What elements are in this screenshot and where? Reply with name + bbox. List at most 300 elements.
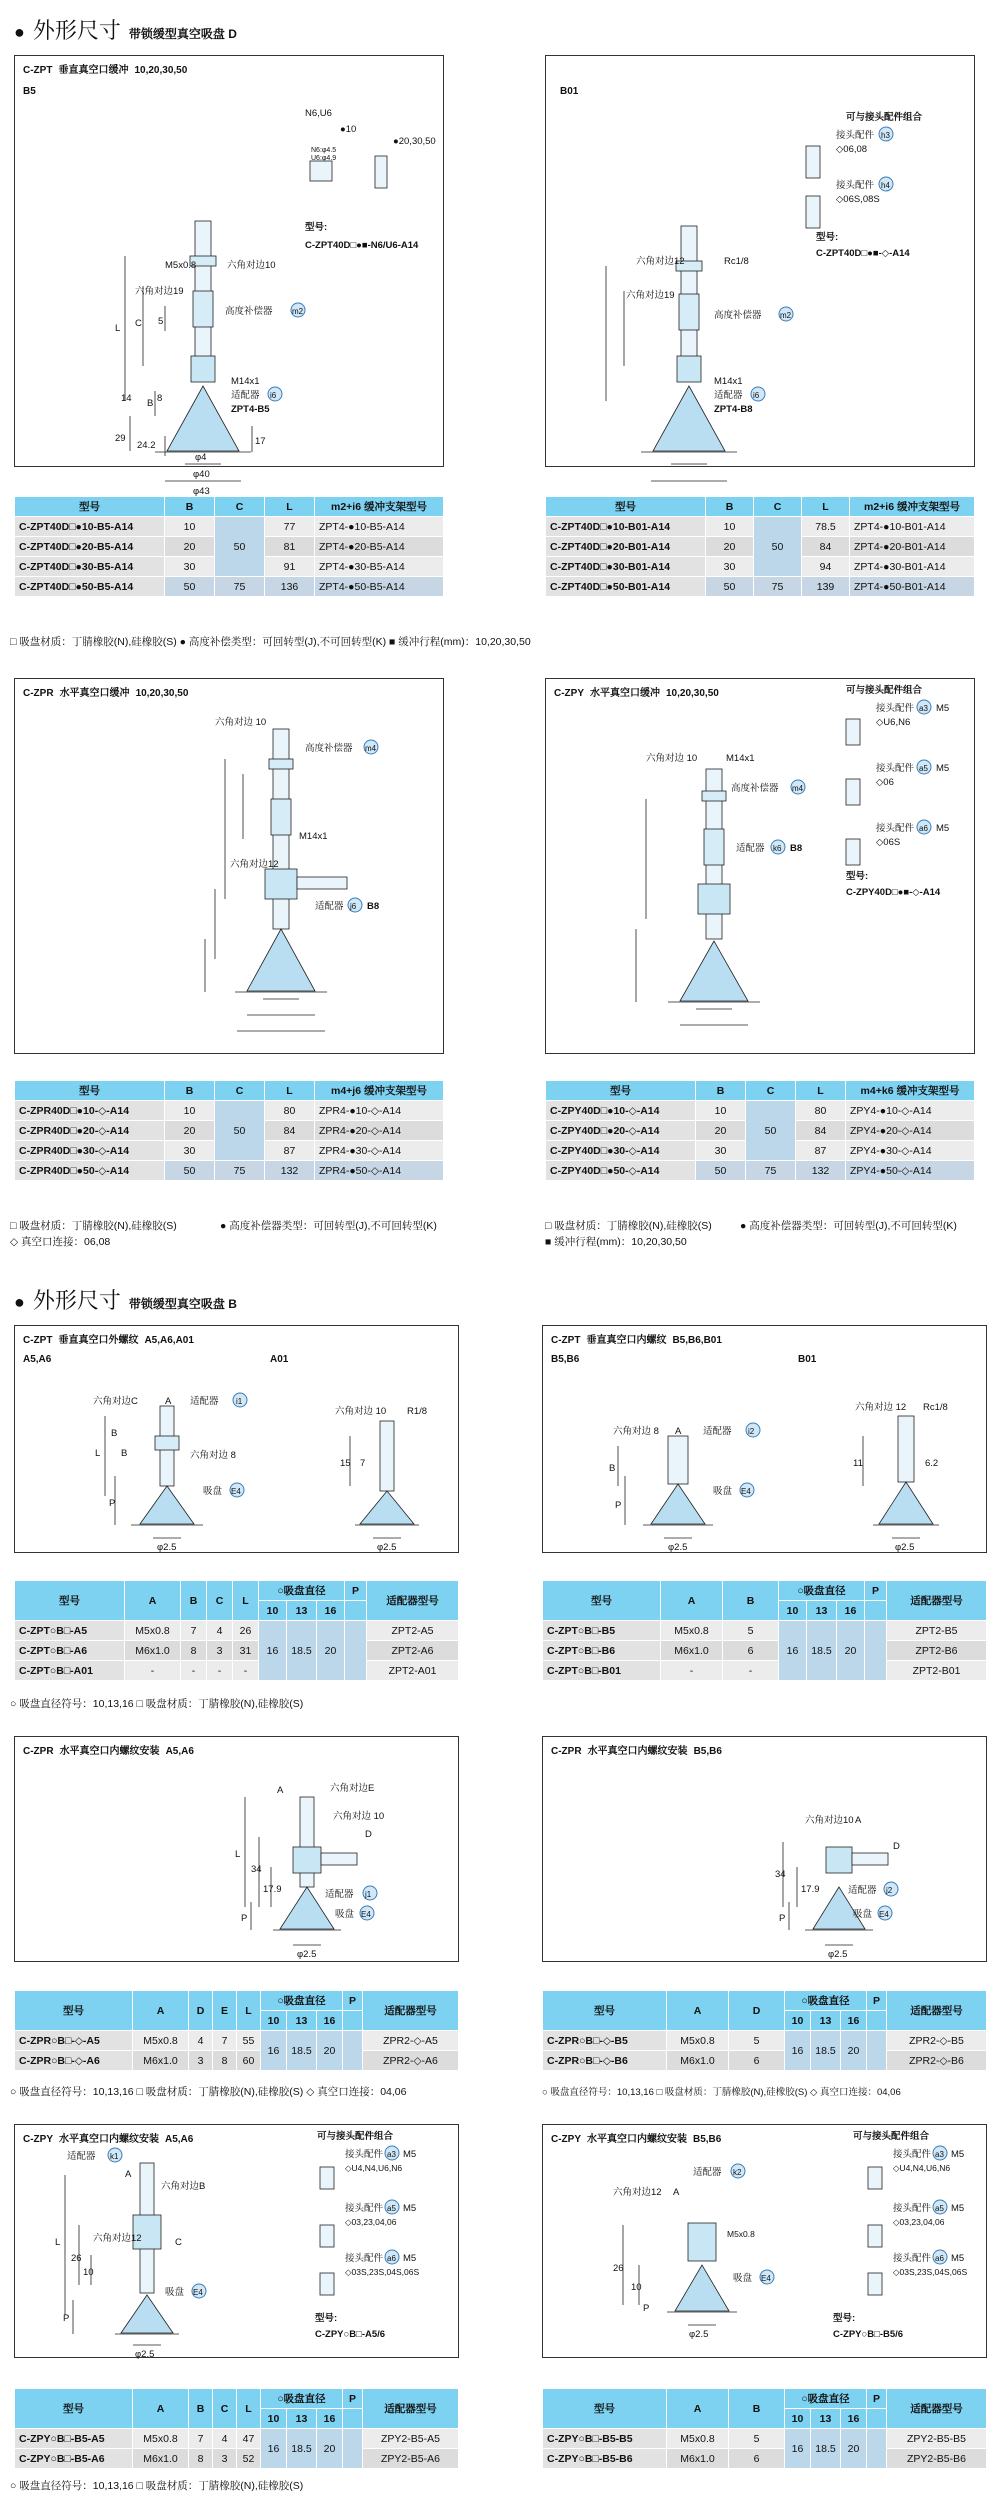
col-header: A xyxy=(133,1991,189,2031)
adapter-code: ZPT4-B5 xyxy=(231,404,270,415)
col-header: 13 xyxy=(287,2409,317,2429)
table-cell: 81 xyxy=(265,537,315,557)
fitting2-badge: a5 xyxy=(387,2204,396,2213)
table-cell: 20 xyxy=(317,2031,343,2071)
table-cell: 55 xyxy=(237,2031,261,2051)
col-header: P xyxy=(343,1991,363,2011)
table-cell: ZPT2-A6 xyxy=(367,1641,459,1661)
table-cell: 6 xyxy=(729,2449,785,2469)
model-cell: C-ZPT40D□●30-B01-A14 xyxy=(546,557,706,577)
fitting1-sizes: ◇U4,N4,U6,N6 xyxy=(345,2163,403,2173)
table-cell: 80 xyxy=(796,1101,846,1121)
model-cell: C-ZPY40D□●20-◇-A14 xyxy=(546,1121,696,1141)
table-cell: 20 xyxy=(165,537,215,557)
table-cell: 6 xyxy=(729,2051,785,2071)
model-code: C-ZPY○B□-B5/6 xyxy=(833,2329,904,2340)
badge-m2: m2 xyxy=(292,307,304,316)
fitting1-label: 接头配件 xyxy=(345,2149,384,2160)
table-cell: 47 xyxy=(237,2429,261,2449)
col-header: B xyxy=(696,1081,746,1101)
col-header: P xyxy=(865,1581,887,1601)
table-cell: 5 xyxy=(723,1621,779,1641)
fitting3-label: 接头配件 xyxy=(345,2253,384,2264)
table-cell: 16 xyxy=(261,2429,287,2469)
col-header: A xyxy=(661,1581,723,1621)
dimension-drawing xyxy=(543,1326,988,1554)
col-header: L xyxy=(237,2389,261,2429)
table-cell: M6x1.0 xyxy=(667,2051,729,2071)
fitting3-label: 接头配件 xyxy=(893,2253,932,2264)
dim-C: C xyxy=(135,318,142,329)
table-cell: 4 xyxy=(207,1621,233,1641)
dim-29: 29 xyxy=(115,433,126,444)
table-cell: ZPR4-●30-◇-A14 xyxy=(315,1141,444,1161)
panel-header: C-ZPY 水平真空口内螺纹安装 B5,B6 xyxy=(551,2134,722,2145)
badge-m4: m4 xyxy=(365,744,377,753)
table-cell: 52 xyxy=(237,2449,261,2469)
table-cell xyxy=(345,1621,367,1681)
dim-d25: φ2.5 xyxy=(828,1949,848,1960)
fitting1-label: 接头配件 xyxy=(836,130,875,141)
table-cell: ZPT2-A5 xyxy=(367,1621,459,1641)
b8-label: B8 xyxy=(790,843,803,854)
dim-B: B xyxy=(147,398,154,409)
drawing-panel-zpt-b01 xyxy=(545,55,975,467)
col-header: 型号 xyxy=(543,1991,667,2031)
col-header: 16 xyxy=(837,1601,865,1621)
drawing-panel-zpt-b5 xyxy=(14,55,444,497)
table-row xyxy=(15,1621,459,1641)
table-row xyxy=(15,1161,444,1181)
height-comp-label: 高度补偿器 xyxy=(731,783,779,794)
model-cell: C-ZPY○B□-B5-B5 xyxy=(543,2429,667,2449)
drawing-panel-zpr xyxy=(14,678,444,1054)
fitting2-badge: a5 xyxy=(935,2204,944,2213)
badge-i2: i2 xyxy=(748,1427,755,1436)
col-header: 型号 xyxy=(543,1581,661,1621)
col-header: E xyxy=(213,1991,237,2031)
fitting3-sizes: ◇03S,23S,04S,06S xyxy=(893,2267,968,2277)
panel-header: C-ZPR 水平真空口缓冲 10,20,30,50 xyxy=(23,688,189,699)
model-cell: C-ZPR40D□●50-◇-A14 xyxy=(15,1161,165,1181)
dim-A: A xyxy=(277,1785,284,1796)
badge-i6: i6 xyxy=(270,391,277,400)
table-row xyxy=(15,1101,444,1121)
table-cell: 87 xyxy=(796,1141,846,1161)
table-cell: 20 xyxy=(841,2429,867,2469)
table-cell: ZPY4-●20-◇-A14 xyxy=(846,1121,975,1141)
col-header: B xyxy=(723,1581,779,1621)
adapter-label: 适配器 xyxy=(190,1396,219,1407)
table-cell: 50 xyxy=(165,577,215,597)
panel-header: C-ZPT 垂直真空口缓冲 10,20,30,50 xyxy=(23,65,188,76)
hex8-label: 六角对边 8 xyxy=(190,1450,236,1461)
combo-title: 可与接头配件组合 xyxy=(853,2131,930,2142)
badge-k1: k1 xyxy=(110,2152,119,2161)
thread-label: M5x0.8 xyxy=(165,260,197,271)
fitting1-sizes: ◇06,08 xyxy=(836,144,868,155)
table-row xyxy=(543,1641,987,1661)
type-tag-label: N6,U6 xyxy=(305,108,332,119)
col-header: 型号 xyxy=(546,1081,696,1101)
dim-26: 26 xyxy=(613,2263,624,2274)
table-body xyxy=(15,1621,459,1681)
dim-26: 26 xyxy=(71,2253,82,2264)
model-label: 型号: xyxy=(305,222,328,233)
table-cell: 77 xyxy=(265,517,315,537)
table-cell: 10 xyxy=(706,517,754,537)
model-cell: C-ZPT○B□-A5 xyxy=(15,1621,125,1641)
dimension-drawing xyxy=(15,56,445,497)
spec-table-zpy-b xyxy=(542,2388,987,2469)
table-cell xyxy=(865,1621,887,1681)
col-header: P xyxy=(867,1991,887,2011)
combo-title: 可与接头配件组合 xyxy=(317,2131,394,2142)
table-cell: ZPT4-●20-B5-A14 xyxy=(315,537,444,557)
dim-P: P xyxy=(779,1913,786,1924)
model-cell: C-ZPR40D□●30-◇-A14 xyxy=(15,1141,165,1161)
fitting1-badge: h3 xyxy=(881,131,890,140)
hex10-label: 六角对边 10 xyxy=(215,717,267,728)
fitting3-sizes: ◇03S,23S,04S,06S xyxy=(345,2267,420,2277)
col-header: 型号 xyxy=(15,1081,165,1101)
variant-tag: B5,B6 xyxy=(551,1354,580,1365)
col-group-header: ○吸盘直径 xyxy=(785,2389,867,2409)
fitting3-thread: M5 xyxy=(403,2253,417,2264)
table-cell xyxy=(343,2031,363,2071)
table-cell: 20 xyxy=(317,2429,343,2469)
table-cell: 3 xyxy=(207,1641,233,1661)
fitting2-thread: M5 xyxy=(936,763,950,774)
col-header: 型号 xyxy=(15,2389,133,2429)
col-header: L xyxy=(237,1991,261,2031)
fitting2-badge: a5 xyxy=(919,764,928,773)
col-header: P xyxy=(867,2389,887,2409)
table-cell: ZPR2-◇-A5 xyxy=(363,2031,459,2051)
col-header: 适配器型号 xyxy=(887,1991,987,2031)
table-row xyxy=(15,577,444,597)
table-cell: 30 xyxy=(696,1141,746,1161)
hexB-label: 六角对边B xyxy=(161,2181,206,2192)
dim-A: A xyxy=(125,2169,132,2180)
fitting2-label: 接头配件 xyxy=(836,180,875,191)
table-body xyxy=(15,517,444,597)
col-header: 适配器型号 xyxy=(363,1991,459,2031)
col-header: C xyxy=(215,497,265,517)
m14-label: M14x1 xyxy=(231,376,260,387)
table-cell: 18.5 xyxy=(287,1621,317,1681)
dim-L: L xyxy=(235,1849,241,1860)
dim-P: P xyxy=(109,1498,116,1509)
fitting2-thread: M5 xyxy=(951,2203,965,2214)
table-cell: 26 xyxy=(233,1621,259,1641)
hex19-label: 六角对边19 xyxy=(135,286,184,297)
table-cell: 8 xyxy=(189,2449,213,2469)
dim-d25: φ2.5 xyxy=(377,1542,397,1553)
table-cell: 80 xyxy=(265,1101,315,1121)
table-cell: 87 xyxy=(265,1141,315,1161)
model-code: C-ZPY40D□●■-◇-A14 xyxy=(846,887,941,898)
model-cell: C-ZPT40D□●10-B01-A14 xyxy=(546,517,706,537)
dim-d25: φ2.5 xyxy=(668,1542,688,1553)
model-cell: C-ZPY○B□-B5-B6 xyxy=(543,2449,667,2469)
model-cell: C-ZPR40D□●10-◇-A14 xyxy=(15,1101,165,1121)
table-cell: 10 xyxy=(165,1101,215,1121)
model-label: 型号: xyxy=(846,871,869,882)
col-header: 16 xyxy=(317,2011,343,2031)
col-header: 型号 xyxy=(15,1991,133,2031)
fitting1-badge: a3 xyxy=(935,2150,944,2159)
table-row xyxy=(546,577,975,597)
table-cell: 4 xyxy=(189,2031,213,2051)
table-cell: 50 xyxy=(165,1161,215,1181)
legend-note: □ 吸盘材质：丁腈橡胶(N),硅橡胶(S) xyxy=(545,1220,712,1232)
col-header: m2+i6 缓冲支架型号 xyxy=(315,497,444,517)
legend-note: ○ 吸盘直径符号：10,13,16 □ 吸盘材质：丁腈橡胶(N),硅橡胶(S) xyxy=(10,1698,304,1710)
combo-title: 可与接头配件组合 xyxy=(846,112,923,123)
table-cell: 8 xyxy=(213,2051,237,2071)
m14-label: M14x1 xyxy=(299,831,328,842)
col-group-header: ○吸盘直径 xyxy=(259,1581,345,1601)
col-header: C xyxy=(207,1581,233,1621)
table-cell: 50 xyxy=(215,517,265,577)
table-cell: 7 xyxy=(181,1621,207,1641)
table-cell: 84 xyxy=(802,537,850,557)
col-header: 13 xyxy=(287,2011,317,2031)
table-row xyxy=(15,2051,459,2071)
fitting1-thread: M5 xyxy=(403,2149,417,2160)
col-header: 13 xyxy=(287,1601,317,1621)
dim-6-2: 6.2 xyxy=(925,1458,939,1469)
table-cell: 20 xyxy=(317,1621,345,1681)
dimension-drawing xyxy=(546,679,976,1055)
col-header: m4+j6 缓冲支架型号 xyxy=(315,1081,444,1101)
model-cell: C-ZPT40D□●50-B01-A14 xyxy=(546,577,706,597)
fitting2-badge: h4 xyxy=(881,181,890,190)
fitting1-badge: a3 xyxy=(919,704,928,713)
table-cell: 16 xyxy=(259,1621,287,1681)
table-cell: 30 xyxy=(165,557,215,577)
table-cell: ZPT4-●50-B01-A14 xyxy=(850,577,975,597)
spec-table-zpr xyxy=(14,1080,444,1181)
panel-header: C-ZPR 水平真空口内螺纹安装 B5,B6 xyxy=(551,1746,722,1757)
table-cell: 75 xyxy=(215,1161,265,1181)
table-cell: 132 xyxy=(265,1161,315,1181)
panel-header: C-ZPT 垂直真空口内螺纹 B5,B6,B01 xyxy=(551,1335,722,1346)
table-cell: 16 xyxy=(261,2031,287,2071)
stroke-10-label: ●10 xyxy=(340,124,357,135)
col-header: A xyxy=(667,1991,729,2031)
table-cell: 5 xyxy=(729,2429,785,2449)
fitting3-thread: M5 xyxy=(936,823,950,834)
model-cell: C-ZPY40D□●10-◇-A14 xyxy=(546,1101,696,1121)
table-cell: 18.5 xyxy=(807,1621,837,1681)
dimension-drawing xyxy=(15,1737,460,1963)
table-row xyxy=(15,2449,459,2469)
badge-e4: E4 xyxy=(193,2288,203,2297)
col-header: 10 xyxy=(785,2011,811,2031)
dim-34: 34 xyxy=(251,1864,262,1875)
drawing-panel-zpr-a xyxy=(14,1736,459,1962)
table-cell: 75 xyxy=(754,577,802,597)
hex10-label: 六角对边10 xyxy=(227,260,276,271)
col-header: L xyxy=(796,1081,846,1101)
table-row xyxy=(546,517,975,537)
col-header: B xyxy=(181,1581,207,1621)
table-cell: 50 xyxy=(215,1101,265,1161)
model-cell: C-ZPY40D□●30-◇-A14 xyxy=(546,1141,696,1161)
spec-table-zpy-a xyxy=(14,2388,459,2469)
spec-table-zpt-b01 xyxy=(545,496,975,597)
table-cell: ZPT4-●30-B5-A14 xyxy=(315,557,444,577)
table-row xyxy=(543,2031,987,2051)
model-cell: C-ZPT○B□-A01 xyxy=(15,1661,125,1681)
height-comp-label: 高度补偿器 xyxy=(714,310,762,321)
legend-note: ○ 吸盘直径符号：10,13,16 □ 吸盘材质：丁腈橡胶(N),硅橡胶(S) ◇ 真空口连接：04,06 xyxy=(542,2087,901,2098)
model-cell: C-ZPT○B□-A6 xyxy=(15,1641,125,1661)
col-header: 16 xyxy=(317,2409,343,2429)
table-body xyxy=(543,2429,987,2469)
dim-d43: φ43 xyxy=(193,486,210,497)
model-cell: C-ZPR○B□-◇-A5 xyxy=(15,2031,133,2051)
cup-label: 吸盘 xyxy=(853,1909,873,1920)
badge-m2: m2 xyxy=(780,311,792,320)
drawing-panel-zpt-a xyxy=(14,1325,459,1553)
col-header: 13 xyxy=(811,2409,841,2429)
dimension-drawing xyxy=(543,1737,988,1963)
hexE-label: 六角对边E xyxy=(330,1783,375,1794)
col-header: C xyxy=(746,1081,796,1101)
dim-A: A xyxy=(675,1426,682,1437)
table-cell: ZPT4-●10-B01-A14 xyxy=(850,517,975,537)
legend-note: ○ 吸盘直径符号：10,13,16 □ 吸盘材质：丁腈橡胶(N),硅橡胶(S) xyxy=(10,2480,304,2492)
model-cell: C-ZPR○B□-◇-B5 xyxy=(543,2031,667,2051)
table-row xyxy=(546,1161,975,1181)
drawing-panel-zpy-a xyxy=(14,2124,459,2358)
fitting1-sizes: ◇U6,N6 xyxy=(876,717,911,728)
model-cell: C-ZPR○B□-◇-B6 xyxy=(543,2051,667,2071)
col-header: D xyxy=(729,1991,785,2031)
fitting2-label: 接头配件 xyxy=(345,2203,384,2214)
fitting3-badge: a6 xyxy=(935,2254,944,2263)
section2-title: ● 外形尺寸 带锁缓型真空吸盘 B xyxy=(14,1288,237,1313)
model-cell: C-ZPY40D□●50-◇-A14 xyxy=(546,1161,696,1181)
dim-17-9: 17.9 xyxy=(263,1884,282,1895)
fitting3-thread: M5 xyxy=(951,2253,965,2264)
col-header: 适配器型号 xyxy=(367,1581,459,1621)
dim-B: B xyxy=(121,1448,128,1459)
hex10-label: 六角对边10 xyxy=(805,1815,854,1826)
model-label: 型号: xyxy=(833,2313,856,2324)
table-cell: 20 xyxy=(696,1121,746,1141)
badge-j6: j6 xyxy=(350,902,357,911)
dim-B: B xyxy=(609,1463,616,1474)
dimension-drawing xyxy=(15,2125,460,2359)
thread-label: M5x0.8 xyxy=(727,2229,755,2239)
col-header: 10 xyxy=(779,1601,807,1621)
legend-note: ◇ 真空口连接：06,08 xyxy=(10,1236,111,1248)
panel-header: C-ZPT 垂直真空口外螺纹 A5,A6,A01 xyxy=(23,1335,194,1346)
col-header: 适配器型号 xyxy=(887,2389,987,2429)
adapter-label: 适配器 xyxy=(703,1426,732,1437)
table-cell: 136 xyxy=(265,577,315,597)
badge-e4: E4 xyxy=(879,1910,889,1919)
table-cell: ZPR4-●20-◇-A14 xyxy=(315,1121,444,1141)
dim-5: 5 xyxy=(158,316,164,327)
table-cell: 20 xyxy=(837,1621,865,1681)
col-header: 16 xyxy=(841,2409,867,2429)
table-cell: M6x1.0 xyxy=(125,1641,181,1661)
table-cell: 20 xyxy=(706,537,754,557)
table-cell: 31 xyxy=(233,1641,259,1661)
table-cell: 20 xyxy=(841,2031,867,2071)
col-header: L xyxy=(802,497,850,517)
col-header: A xyxy=(133,2389,189,2429)
model-cell: C-ZPT40D□●50-B5-A14 xyxy=(15,577,165,597)
dim-d4: φ4 xyxy=(195,452,207,463)
model-cell: C-ZPR40D□●20-◇-A14 xyxy=(15,1121,165,1141)
table-row xyxy=(15,2031,459,2051)
table-cell: 7 xyxy=(189,2429,213,2449)
model-cell: C-ZPT○B□-B5 xyxy=(543,1621,661,1641)
table-cell: 10 xyxy=(696,1101,746,1121)
col-header: B xyxy=(165,497,215,517)
dim-d25: φ2.5 xyxy=(135,2349,155,2360)
adapter-label: 适配器 xyxy=(848,1885,877,1896)
table-cell: M6x1.0 xyxy=(133,2449,189,2469)
table-cell: 94 xyxy=(802,557,850,577)
table-cell: 3 xyxy=(189,2051,213,2071)
adapter-label: 适配器 xyxy=(231,390,260,401)
col-header: A xyxy=(667,2389,729,2429)
hex10-label: 六角对边 10 xyxy=(333,1811,385,1822)
table-cell: 75 xyxy=(215,577,265,597)
variant-tag: B01 xyxy=(560,86,579,97)
table-body xyxy=(15,1101,444,1181)
dim-d25: φ2.5 xyxy=(689,2329,709,2340)
badge-k2: k2 xyxy=(733,2168,742,2177)
r18-label: R1/8 xyxy=(407,1406,428,1417)
dim-C: C xyxy=(175,2237,182,2248)
table-cell: M5x0.8 xyxy=(133,2429,189,2449)
dim-A: A xyxy=(855,1815,862,1826)
rc18-label: Rc1/8 xyxy=(923,1402,948,1413)
col-header: 10 xyxy=(259,1601,287,1621)
dimension-drawing xyxy=(546,56,976,468)
col-header: m4+k6 缓冲支架型号 xyxy=(846,1081,975,1101)
drawing-panel-zpy xyxy=(545,678,975,1054)
table-cell: 20 xyxy=(165,1121,215,1141)
badge-i6: i6 xyxy=(753,391,760,400)
col-header: C xyxy=(215,1081,265,1101)
fitting2-label: 接头配件 xyxy=(893,2203,932,2214)
dimension-drawing xyxy=(15,679,445,1055)
col-header: A xyxy=(125,1581,181,1621)
col-header: 型号 xyxy=(546,497,706,517)
col-header: C xyxy=(754,497,802,517)
drawing-panel-zpt-b xyxy=(542,1325,987,1553)
dim-10: 10 xyxy=(83,2267,94,2278)
hex12-label: 六角对边 12 xyxy=(855,1402,907,1413)
adapter-label: 适配器 xyxy=(325,1889,354,1900)
legend-note: ● 高度补偿器类型：可回转型(J),不可回转型(K) xyxy=(220,1220,437,1232)
table-body xyxy=(15,2429,459,2469)
table-cell: 18.5 xyxy=(811,2429,841,2469)
col-header: 13 xyxy=(807,1601,837,1621)
table-cell: - xyxy=(723,1661,779,1681)
fitting1-thread: M5 xyxy=(951,2149,965,2160)
spec-table-zpr-b xyxy=(542,1990,987,2071)
